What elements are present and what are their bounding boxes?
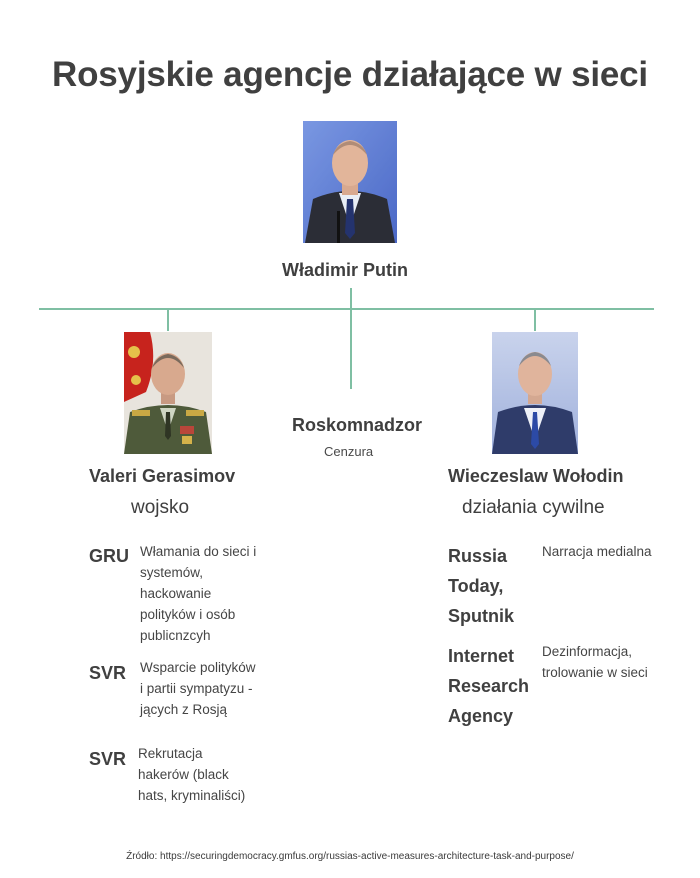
- desc-line: publicnzcyh: [140, 628, 211, 643]
- desc-line: polityków i osób: [140, 607, 236, 622]
- roskomnadzor-subtitle: Cenzura: [324, 444, 374, 459]
- label-line: Research: [448, 676, 530, 696]
- connector-top-putin: [350, 288, 352, 310]
- desc-line: hakerów (black: [138, 767, 229, 782]
- page-title: Rosyjskie agencje działające w sieci: [52, 55, 648, 94]
- volodin-name: Wieczeslaw Wołodin: [448, 466, 624, 486]
- desc-line: Włamania do sieci i: [140, 544, 257, 559]
- putin-photo: [303, 121, 397, 243]
- label-line: Agency: [448, 706, 514, 726]
- gerasimov-name: Valeri Gerasimov: [89, 466, 236, 486]
- agency-label-gru: GRU: [89, 546, 129, 566]
- label-line: Sputnik: [448, 606, 514, 626]
- desc-line: hackowanie: [140, 586, 212, 601]
- agency-desc-gru: [140, 541, 256, 646]
- agency-label-svr-1: SVR: [89, 663, 127, 683]
- label-line: Internet: [448, 646, 515, 666]
- source-footnote: Źródło: https://securingdemocracy.gmfus.org/russias-active-measures-architecture-task-and-purpose/: [126, 851, 574, 862]
- desc-line: trolowanie w sieci: [542, 665, 648, 680]
- desc-line: hats, kryminaliści): [138, 788, 246, 803]
- agency-label-russia-today: [448, 541, 514, 631]
- desc-line: i partii sympatyzu -: [140, 681, 253, 696]
- desc-line: systemów,: [140, 565, 204, 580]
- roskomnadzor-name: Roskomnadzor: [292, 415, 423, 435]
- desc-line: Rekrutacja: [138, 746, 203, 761]
- connector-right: [534, 309, 536, 331]
- connector-roskomnadzor: [350, 309, 352, 389]
- agency-label-svr-2: SVR: [89, 749, 127, 769]
- agency-desc-russia-today: [542, 541, 652, 562]
- desc-line: Wsparcie polityków: [140, 660, 256, 675]
- agency-desc-svr-1: [140, 657, 256, 720]
- gerasimov-photo: [124, 332, 212, 454]
- agency-desc-svr-2: [138, 743, 245, 806]
- label-line: Today,: [448, 576, 504, 596]
- desc-line: Dezinformacja,: [542, 644, 633, 659]
- agency-desc-ira: [542, 641, 648, 683]
- desc-line: Narracja medialna: [542, 544, 652, 559]
- horizontal-connector: [39, 308, 654, 310]
- putin-name: Władimir Putin: [282, 260, 408, 280]
- connector-left: [167, 309, 169, 331]
- volodin-photo: [492, 332, 578, 454]
- desc-line: jących z Rosją: [140, 702, 228, 717]
- label-line: Russia: [448, 546, 508, 566]
- agency-label-ira: [448, 641, 529, 731]
- gerasimov-subtitle: wojsko: [131, 497, 190, 518]
- volodin-subtitle: działania cywilne: [462, 497, 605, 518]
